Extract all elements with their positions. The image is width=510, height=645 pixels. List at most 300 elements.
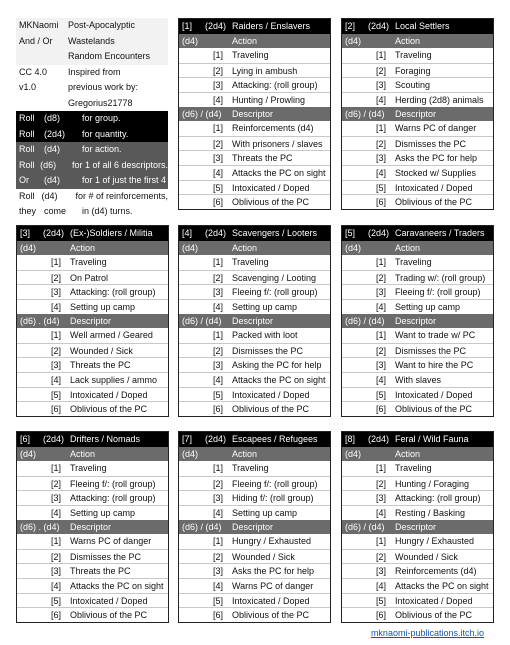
row-spacer bbox=[17, 564, 51, 578]
roll-row bbox=[16, 111, 168, 127]
descriptor-row bbox=[342, 180, 493, 195]
descriptor-die: (d6) / (d4) bbox=[345, 315, 385, 326]
row-text: With prisoners / slaves bbox=[232, 138, 323, 149]
info-cell bbox=[16, 49, 66, 65]
descriptor-header bbox=[342, 314, 493, 329]
encounter-table bbox=[341, 431, 494, 623]
row-text: Attacks the PC on sight bbox=[395, 580, 489, 591]
row-number: [2] bbox=[51, 345, 62, 356]
row-spacer bbox=[342, 121, 376, 136]
row-text: Traveling bbox=[70, 463, 107, 474]
row-text: Traveling bbox=[232, 463, 269, 474]
action-row bbox=[179, 299, 330, 314]
row-text: Fleeing f/: (roll group) bbox=[232, 478, 318, 489]
action-row bbox=[179, 476, 330, 491]
descriptor-label: Descriptor bbox=[232, 521, 274, 532]
action-row bbox=[179, 255, 330, 270]
row-text: Foraging bbox=[395, 65, 431, 76]
descriptor-row bbox=[342, 328, 493, 343]
row-text: With slaves bbox=[395, 374, 442, 385]
table-number: [8] bbox=[345, 434, 356, 444]
row-text: Attacking: (roll group) bbox=[70, 493, 156, 504]
row-text: Warns PC of danger bbox=[70, 536, 152, 547]
row-number: [3] bbox=[213, 360, 224, 371]
descriptor-row bbox=[179, 357, 330, 372]
table-title-text: Raiders / Enslavers bbox=[232, 21, 311, 31]
row-text: Setting up camp bbox=[232, 507, 298, 518]
row-number: [5] bbox=[213, 595, 224, 606]
descriptor-row bbox=[17, 372, 168, 387]
action-header bbox=[179, 34, 330, 49]
row-number: [2] bbox=[376, 345, 387, 356]
descriptor-row bbox=[17, 328, 168, 343]
row-number: [6] bbox=[51, 610, 62, 621]
roll-cell: they bbox=[19, 206, 37, 216]
row-spacer bbox=[17, 300, 51, 314]
action-row bbox=[342, 284, 493, 299]
row-text: Threats the PC bbox=[70, 566, 131, 577]
action-row bbox=[17, 490, 168, 505]
descriptor-row bbox=[179, 607, 330, 622]
encounter-table bbox=[341, 18, 494, 210]
row-text: Oblivious of the PC bbox=[70, 610, 148, 621]
table-dice: (2d4) bbox=[43, 434, 65, 444]
row-spacer bbox=[17, 344, 51, 358]
row-number: [2] bbox=[213, 551, 224, 562]
row-number: [2] bbox=[213, 138, 224, 149]
row-text: Fleeing f/: (roll group) bbox=[70, 478, 156, 489]
action-row bbox=[179, 92, 330, 107]
table-title-text: Local Settlers bbox=[395, 21, 450, 31]
action-row bbox=[17, 270, 168, 285]
action-row bbox=[17, 299, 168, 314]
descriptor-row bbox=[179, 150, 330, 165]
descriptor-row bbox=[342, 150, 493, 165]
row-text: Oblivious of the PC bbox=[232, 610, 310, 621]
action-row bbox=[17, 476, 168, 491]
row-spacer bbox=[342, 491, 376, 505]
action-die: (d4) bbox=[182, 242, 199, 253]
publisher-link[interactable]: mknaomi-publications.itch.io bbox=[370, 628, 484, 638]
info-row bbox=[16, 18, 168, 34]
descriptor-label: Descriptor bbox=[70, 315, 112, 326]
descriptor-row bbox=[179, 593, 330, 608]
descriptor-header bbox=[342, 107, 493, 122]
row-number: [1] bbox=[376, 536, 387, 547]
row-text: Attacking: (roll group) bbox=[70, 287, 156, 298]
roll-cell: for 1 of all 6 descriptors. bbox=[71, 159, 168, 170]
row-text: Threats the PC bbox=[70, 360, 131, 371]
action-header bbox=[17, 241, 168, 256]
descriptor-row bbox=[342, 165, 493, 180]
table-title bbox=[179, 432, 330, 447]
row-text: Intoxicated / Doped bbox=[232, 182, 310, 193]
row-number: [3] bbox=[376, 493, 387, 504]
row-text: Dismisses the PC bbox=[70, 551, 142, 562]
row-number: [2] bbox=[213, 65, 224, 76]
descriptor-die: (d6) / (d4) bbox=[182, 521, 222, 532]
action-row bbox=[342, 255, 493, 270]
descriptor-row bbox=[179, 165, 330, 180]
descriptor-row bbox=[342, 343, 493, 358]
row-number: [5] bbox=[51, 595, 62, 606]
row-number: [1] bbox=[51, 330, 62, 341]
row-number: [1] bbox=[213, 50, 224, 61]
row-number: [1] bbox=[376, 330, 387, 341]
descriptor-row bbox=[179, 328, 330, 343]
row-text: Attacking: (roll group) bbox=[232, 80, 318, 91]
row-spacer bbox=[342, 48, 376, 63]
table-title-text: Feral / Wild Fauna bbox=[395, 434, 469, 444]
row-number: [5] bbox=[376, 182, 387, 193]
descriptor-label: Descriptor bbox=[395, 108, 437, 119]
row-text: Hiding f/: (roll group) bbox=[232, 493, 314, 504]
row-spacer bbox=[179, 137, 213, 151]
row-text: Asks the PC for help bbox=[232, 566, 315, 577]
table-title bbox=[342, 226, 493, 241]
row-spacer bbox=[342, 477, 376, 491]
descriptor-row bbox=[342, 607, 493, 622]
descriptor-row bbox=[179, 534, 330, 549]
row-number: [3] bbox=[213, 493, 224, 504]
action-label: Action bbox=[232, 35, 258, 46]
action-row bbox=[342, 476, 493, 491]
row-spacer bbox=[17, 608, 51, 622]
table-dice: (2d4) bbox=[368, 21, 390, 31]
descriptor-label: Descriptor bbox=[395, 315, 437, 326]
row-text: Stocked w/ Supplies bbox=[395, 167, 477, 178]
table-title-text: (Ex-)Soldiers / Militia bbox=[70, 228, 153, 238]
row-text: Herding (2d8) animals bbox=[395, 94, 484, 105]
row-spacer bbox=[17, 477, 51, 491]
action-header bbox=[342, 447, 493, 462]
row-text: Intoxicated / Doped bbox=[232, 595, 310, 606]
row-number: [1] bbox=[213, 123, 224, 134]
descriptor-row bbox=[17, 534, 168, 549]
action-die: (d4) bbox=[345, 242, 362, 253]
table-dice: (2d4) bbox=[205, 21, 227, 31]
row-spacer bbox=[17, 461, 51, 476]
row-text: Want to trade w/ PC bbox=[395, 330, 476, 341]
descriptor-row bbox=[342, 372, 493, 387]
row-spacer bbox=[179, 328, 213, 343]
row-number: [4] bbox=[213, 507, 224, 518]
table-number: [2] bbox=[345, 21, 356, 31]
action-row bbox=[179, 505, 330, 520]
row-number: [6] bbox=[213, 610, 224, 621]
descriptor-header bbox=[179, 314, 330, 329]
encounter-table bbox=[16, 431, 169, 623]
row-spacer bbox=[179, 373, 213, 387]
info-cell: Wastelands bbox=[68, 35, 115, 46]
row-text: Attacks the PC on sight bbox=[232, 374, 326, 385]
roll-row bbox=[16, 173, 168, 189]
row-number: [4] bbox=[376, 94, 387, 105]
row-text: Traveling bbox=[395, 50, 432, 61]
row-spacer bbox=[342, 461, 376, 476]
descriptor-row bbox=[179, 549, 330, 564]
descriptor-row bbox=[342, 136, 493, 151]
row-number: [4] bbox=[213, 94, 224, 105]
row-text: Dismisses the PC bbox=[395, 345, 467, 356]
action-header bbox=[179, 447, 330, 462]
row-spacer bbox=[17, 534, 51, 549]
descriptor-row bbox=[17, 593, 168, 608]
roll-cell: Roll bbox=[19, 113, 35, 123]
row-spacer bbox=[342, 285, 376, 299]
row-number: [4] bbox=[51, 301, 62, 312]
row-number: [5] bbox=[213, 389, 224, 400]
action-row bbox=[179, 63, 330, 78]
table-title-text: Drifters / Nomads bbox=[70, 434, 141, 444]
row-spacer bbox=[342, 151, 376, 165]
descriptor-row bbox=[179, 194, 330, 209]
info-row bbox=[16, 65, 168, 81]
row-text: Intoxicated / Doped bbox=[395, 389, 473, 400]
action-header bbox=[17, 447, 168, 462]
action-row bbox=[179, 270, 330, 285]
table-title bbox=[17, 432, 168, 447]
row-number: [4] bbox=[376, 167, 387, 178]
row-text: Oblivious of the PC bbox=[232, 404, 310, 415]
row-spacer bbox=[179, 608, 213, 622]
row-text: On Patrol bbox=[70, 272, 109, 283]
roll-cell: Roll bbox=[19, 128, 35, 139]
row-number: [2] bbox=[376, 272, 387, 283]
table-number: [6] bbox=[20, 434, 31, 444]
row-spacer bbox=[179, 477, 213, 491]
descriptor-row bbox=[179, 180, 330, 195]
row-number: [3] bbox=[51, 287, 62, 298]
row-number: [3] bbox=[376, 566, 387, 577]
action-label: Action bbox=[395, 35, 421, 46]
row-spacer bbox=[179, 344, 213, 358]
action-die: (d4) bbox=[182, 448, 199, 459]
table-dice: (2d4) bbox=[205, 434, 227, 444]
row-text: Scouting bbox=[395, 80, 431, 91]
roll-cell: for # of reinforcements, bbox=[75, 190, 168, 201]
info-cell bbox=[16, 96, 66, 112]
row-spacer bbox=[342, 64, 376, 78]
row-text: Resting / Basking bbox=[395, 507, 466, 518]
row-spacer bbox=[342, 137, 376, 151]
row-text: Setting up camp bbox=[232, 301, 298, 312]
row-number: [2] bbox=[51, 478, 62, 489]
row-spacer bbox=[179, 195, 213, 209]
info-block bbox=[16, 18, 168, 220]
roll-cell: (d4) bbox=[44, 144, 61, 154]
action-die: (d4) bbox=[20, 448, 37, 459]
row-text: Hungry / Exhausted bbox=[232, 536, 312, 547]
descriptor-row bbox=[179, 343, 330, 358]
row-number: [4] bbox=[213, 301, 224, 312]
descriptor-header bbox=[17, 314, 168, 329]
row-text: Intoxicated / Doped bbox=[395, 182, 473, 193]
descriptor-row bbox=[17, 387, 168, 402]
info-cell: previous work by: bbox=[68, 82, 139, 92]
row-number: [1] bbox=[213, 463, 224, 474]
row-number: [5] bbox=[376, 389, 387, 400]
row-number: [5] bbox=[51, 389, 62, 400]
row-number: [6] bbox=[376, 610, 387, 621]
descriptor-row bbox=[342, 194, 493, 209]
row-spacer bbox=[179, 300, 213, 314]
descriptor-row bbox=[342, 387, 493, 402]
row-spacer bbox=[342, 534, 376, 549]
row-spacer bbox=[179, 151, 213, 165]
row-text: Attacks the PC on sight bbox=[232, 167, 326, 178]
row-spacer bbox=[179, 93, 213, 107]
row-spacer bbox=[342, 78, 376, 92]
encounter-table bbox=[341, 225, 494, 417]
row-number: [3] bbox=[51, 493, 62, 504]
descriptor-row bbox=[17, 401, 168, 416]
row-text: Trading w/: (roll group) bbox=[395, 272, 486, 283]
row-text: Dismisses the PC bbox=[395, 138, 467, 149]
row-spacer bbox=[179, 285, 213, 299]
table-title bbox=[179, 19, 330, 34]
row-number: [3] bbox=[213, 80, 224, 91]
roll-row bbox=[16, 189, 168, 205]
row-number: [4] bbox=[376, 301, 387, 312]
row-number: [2] bbox=[376, 478, 387, 489]
table-title bbox=[342, 19, 493, 34]
row-spacer bbox=[179, 271, 213, 285]
action-row bbox=[342, 490, 493, 505]
row-number: [1] bbox=[213, 257, 224, 268]
action-row bbox=[179, 77, 330, 92]
roll-row bbox=[16, 127, 168, 143]
info-row bbox=[16, 80, 168, 96]
encounter-table bbox=[178, 431, 331, 623]
table-dice: (2d4) bbox=[368, 434, 390, 444]
descriptor-label: Descriptor bbox=[232, 108, 274, 119]
row-number: [1] bbox=[376, 123, 387, 134]
table-dice: (2d4) bbox=[368, 228, 390, 238]
row-spacer bbox=[17, 550, 51, 564]
row-spacer bbox=[342, 564, 376, 578]
row-spacer bbox=[342, 255, 376, 270]
descriptor-label: Descriptor bbox=[395, 521, 437, 532]
roll-cell: Or bbox=[19, 175, 29, 185]
descriptor-die: (d6) . (d4) bbox=[20, 315, 60, 326]
row-text: Intoxicated / Doped bbox=[232, 389, 310, 400]
row-spacer bbox=[179, 181, 213, 195]
table-title-text: Escapees / Refugees bbox=[232, 434, 318, 444]
roll-cell: Roll bbox=[19, 159, 35, 170]
descriptor-die: (d6) . (d4) bbox=[20, 521, 60, 532]
action-row bbox=[179, 490, 330, 505]
row-text: Traveling bbox=[70, 257, 107, 268]
row-spacer bbox=[342, 328, 376, 343]
descriptor-header bbox=[17, 520, 168, 535]
table-title-text: Scavengers / Looters bbox=[232, 228, 318, 238]
row-number: [1] bbox=[51, 257, 62, 268]
row-number: [6] bbox=[213, 404, 224, 415]
table-number: [1] bbox=[182, 21, 193, 31]
descriptor-row bbox=[342, 549, 493, 564]
row-spacer bbox=[179, 48, 213, 63]
row-number: [1] bbox=[51, 536, 62, 547]
row-spacer bbox=[342, 402, 376, 416]
row-text: Hunting / Foraging bbox=[395, 478, 470, 489]
descriptor-row bbox=[17, 563, 168, 578]
table-title-text: Caravaneers / Traders bbox=[395, 228, 485, 238]
table-number: [3] bbox=[20, 228, 31, 238]
info-cell: Random Encounters bbox=[68, 51, 151, 61]
row-spacer bbox=[179, 550, 213, 564]
descriptor-row bbox=[179, 563, 330, 578]
row-text: Lying in ambush bbox=[232, 65, 298, 76]
roll-row bbox=[16, 204, 168, 220]
roll-cell: (2d4) bbox=[44, 128, 66, 139]
encounter-table bbox=[178, 225, 331, 417]
row-spacer bbox=[179, 64, 213, 78]
roll-cell: (d6) bbox=[40, 159, 57, 170]
encounter-table bbox=[16, 225, 169, 417]
descriptor-row bbox=[179, 121, 330, 136]
action-label: Action bbox=[70, 242, 96, 253]
table-number: [7] bbox=[182, 434, 193, 444]
roll-row bbox=[16, 158, 168, 174]
row-spacer bbox=[342, 388, 376, 402]
row-text: Packed with loot bbox=[232, 330, 298, 341]
row-number: [4] bbox=[213, 167, 224, 178]
table-number: [5] bbox=[345, 228, 356, 238]
row-text: Traveling bbox=[395, 257, 432, 268]
row-spacer bbox=[342, 93, 376, 107]
info-cell: v1.0 bbox=[19, 82, 37, 92]
row-text: Oblivious of the PC bbox=[395, 197, 473, 208]
row-number: [1] bbox=[376, 50, 387, 61]
row-number: [4] bbox=[213, 374, 224, 385]
row-spacer bbox=[17, 328, 51, 343]
descriptor-label: Descriptor bbox=[70, 521, 112, 532]
row-text: Fleeing f/: (roll group) bbox=[395, 287, 481, 298]
row-spacer bbox=[17, 402, 51, 416]
row-number: [2] bbox=[376, 138, 387, 149]
roll-cell: Roll bbox=[19, 190, 35, 201]
row-spacer bbox=[342, 373, 376, 387]
descriptor-row bbox=[179, 387, 330, 402]
row-number: [3] bbox=[376, 80, 387, 91]
action-die: (d4) bbox=[345, 35, 362, 46]
row-spacer bbox=[179, 78, 213, 92]
descriptor-row bbox=[342, 401, 493, 416]
roll-row bbox=[16, 142, 168, 158]
row-spacer bbox=[342, 608, 376, 622]
row-number: [4] bbox=[51, 580, 62, 591]
info-row bbox=[16, 49, 168, 65]
descriptor-die: (d6) / (d4) bbox=[345, 521, 385, 532]
roll-cell: for 1 of just the first 4 bbox=[82, 175, 167, 185]
descriptor-row bbox=[342, 593, 493, 608]
row-spacer bbox=[179, 121, 213, 136]
row-spacer bbox=[179, 534, 213, 549]
row-text: Oblivious of the PC bbox=[232, 197, 310, 208]
descriptor-row bbox=[342, 534, 493, 549]
roll-cell: (d4) bbox=[44, 175, 61, 185]
row-text: Setting up camp bbox=[70, 507, 136, 518]
descriptor-die: (d6) / (d4) bbox=[182, 108, 222, 119]
row-number: [4] bbox=[376, 374, 387, 385]
roll-cell: come bbox=[44, 206, 67, 216]
info-cell: MKNaomi bbox=[19, 20, 59, 30]
row-number: [1] bbox=[376, 257, 387, 268]
info-row bbox=[16, 34, 168, 50]
row-text: Traveling bbox=[395, 463, 432, 474]
row-text: Oblivious of the PC bbox=[70, 404, 148, 415]
